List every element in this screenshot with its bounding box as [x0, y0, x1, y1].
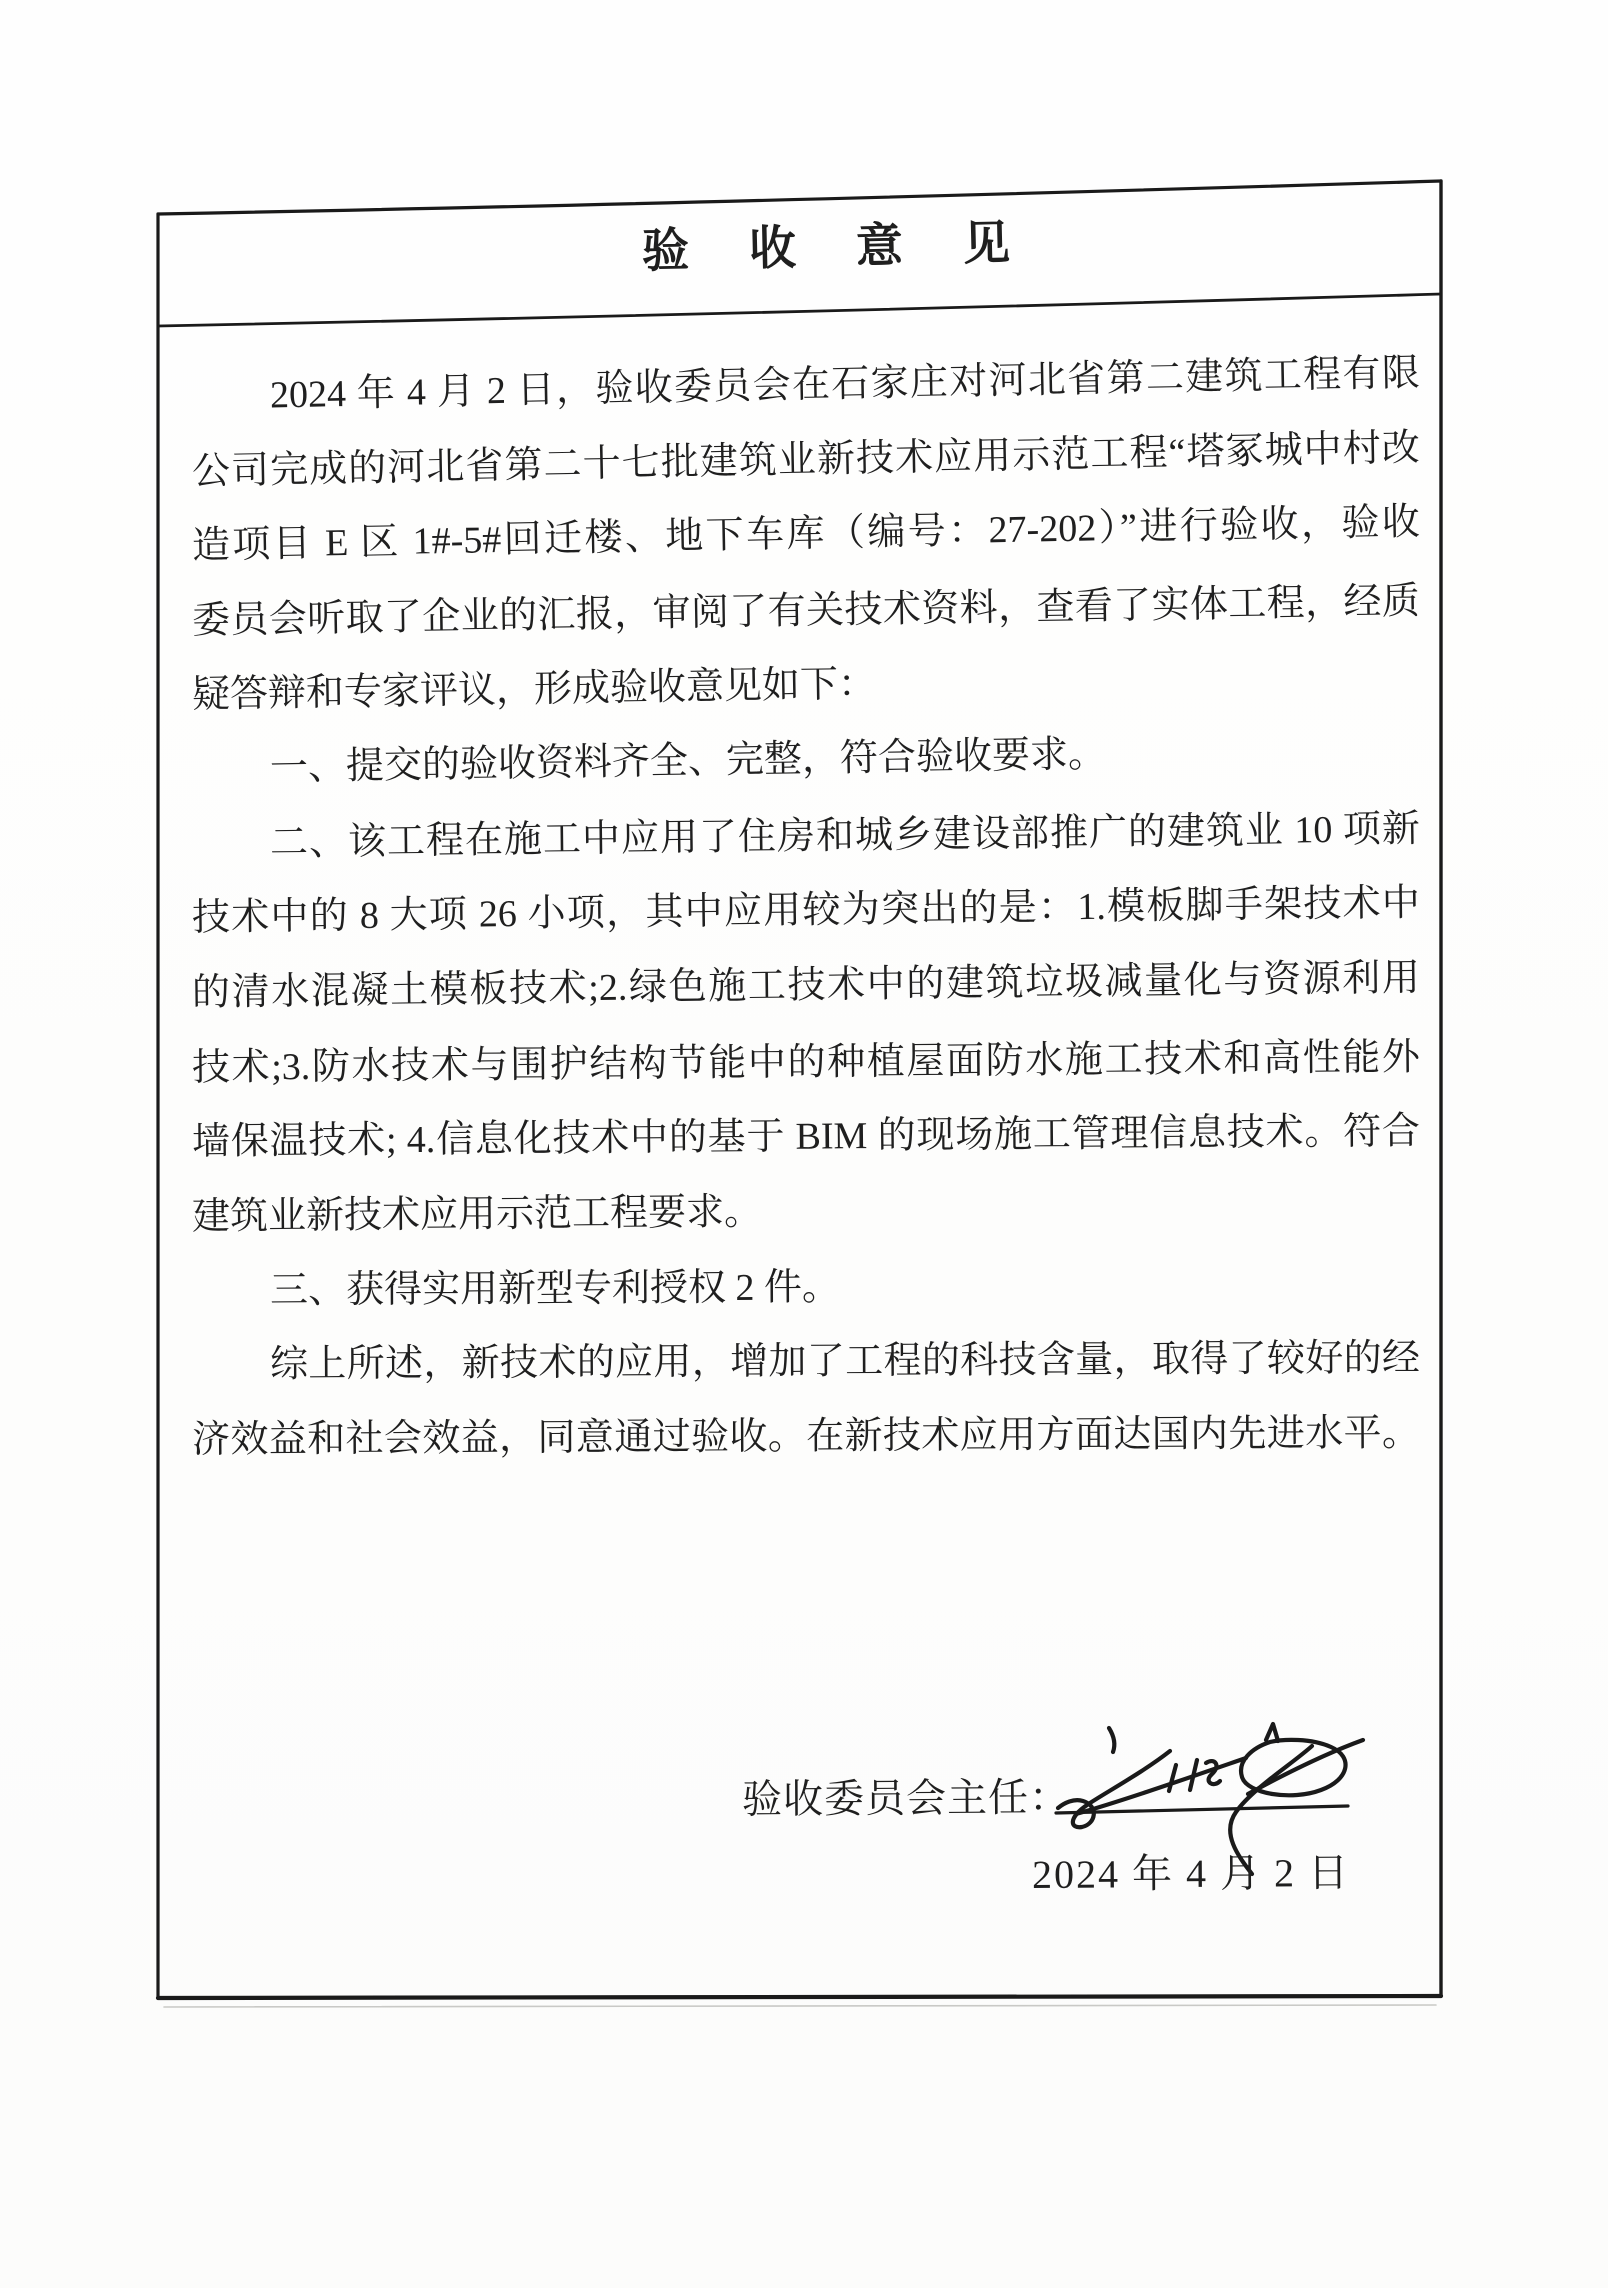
body-line-14: 综上所述，新技术的应用，增加了工程的科技含量，取得了较好的经 — [269, 1337, 1421, 1386]
body-line-6: 一、提交的验收资料齐全、完整，符合验收要求。 — [269, 733, 1107, 789]
signature-date: 2024 年 4 月 2 日 — [1031, 1850, 1351, 1897]
body-line-5: 疑答辩和专家评议，形成验收意见如下： — [191, 663, 877, 716]
body-line-15: 济效益和社会效益，同意通过验收。在新技术应用方面达国内先进水平。 — [191, 1412, 1421, 1461]
signature-label: 验收委员会主任： — [741, 1774, 1071, 1822]
body-line-4: 委员会听取了企业的汇报，审阅了有关技术资料，查看了实体工程，经质 — [191, 580, 1421, 642]
body-line-13: 三、获得实用新型专利授权 2 件。 — [269, 1266, 841, 1312]
body-line-12: 建筑业新技术应用示范工程要求。 — [191, 1191, 763, 1238]
document-title: 验收意见 — [641, 216, 1071, 278]
body-line-1: 2024 年 4 月 2 日，验收委员会在石家庄对河北省第二建筑工程有限 — [269, 352, 1421, 417]
body-line-11: 墙保温技术; 4.信息化技术中的基于 BIM 的现场施工管理信息技术。符合 — [191, 1110, 1421, 1163]
body-line-3: 造项目 E 区 1#-5#回迁楼、地下车库（编号：27-202）”进行验收，验收 — [191, 501, 1421, 567]
body-line-2: 公司完成的河北省第二十七批建筑业新技术应用示范工程“塔冢城中村改 — [191, 427, 1421, 493]
body-line-9: 的清水混凝土模板技术;2.绿色施工技术中的建筑垃圾减量化与资源利用 — [191, 956, 1421, 1014]
body-line-7: 二、该工程在施工中应用了住房和城乡建设部推广的建筑业 10 项新 — [269, 807, 1421, 865]
body-line-10: 技术;3.防水技术与围护结构节能中的种植屋面防水施工技术和高性能外 — [191, 1036, 1421, 1089]
body-line-8: 技术中的 8 大项 26 小项，其中应用较为突出的是：1.模板脚手架技术中 — [191, 881, 1421, 939]
